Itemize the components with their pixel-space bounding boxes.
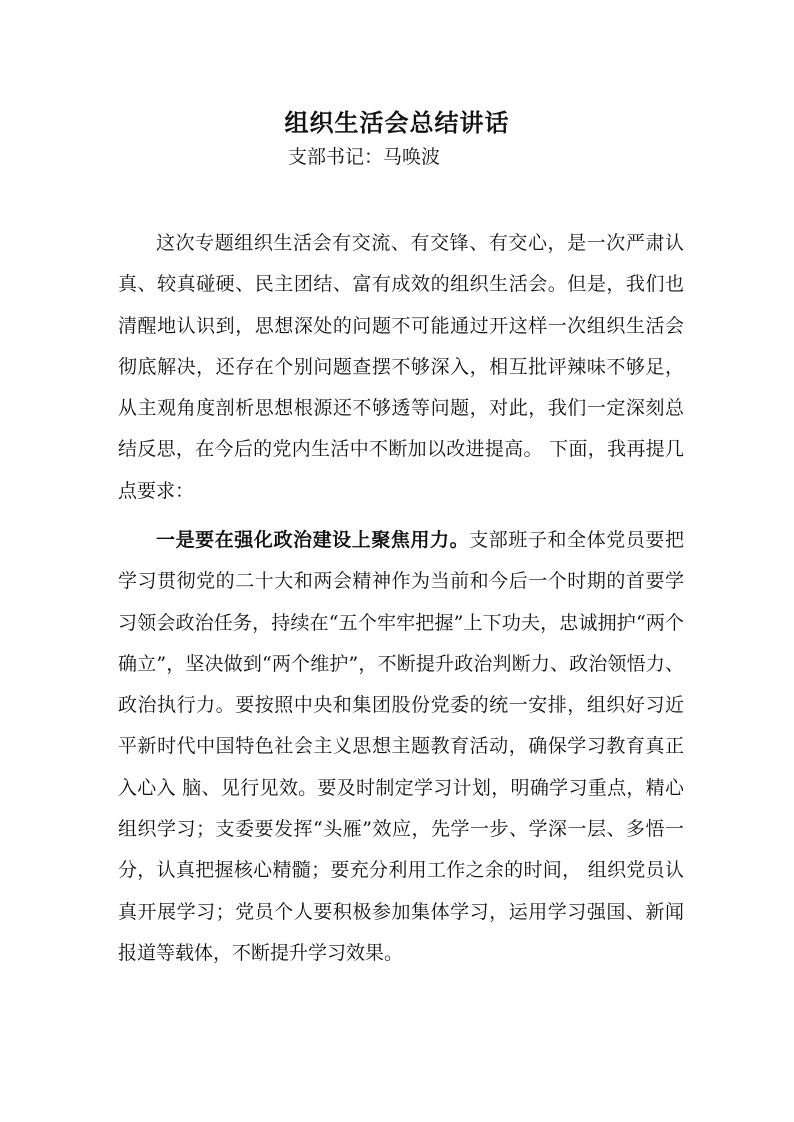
paragraph-2-text: 支部班子和全体党员要把学习贯彻党的二十大和两会精神作为当前和今后一个时期的首要学习领会政治任务，持续在“五个牢牢把握”上下功夫，忠诚拥护“两个确立”，坚决做到“两个维护”，不断提升政治判断力、政治领悟力、政治执行力。要按照中央和集团股份党委的统一安排，组织好习近平新时代中国特色社会主义思想主题教育活动，确保学习教育真正入心入 脑、见行见效。要及时制定学习计划，明确学习重点，精心组织学习；支委要发挥“头雁”效应，先学一步、学深一层、多悟一分，认真把握核心精髓；要充分利用工作之余的时间， 组织党员认真开展学习；党员个人要积极参加集体学习，运用学习强国、新闻报道等载体，不断提升学习效果。	[118, 529, 684, 964]
paragraph-1-text: 这次专题组织生活会有交流、有交锋、有交心，是一次严肃认真、较真碰硬、民主团结、富有成效的组织生活会。但是，我们也清醒地认识到，思想深处的问题不可能通过开这样一次组织生活会彻底解决，还存在个别问题查摆不够深入，相互批评辣味不够足，从主观角度剖析思想根源还不够透等问题，对此，我们一定深刻总结反思，在今后的党内生活中不断加以改进提高。 下面，我再提几点要求：	[118, 232, 684, 502]
paragraph-1	[118, 223, 684, 512]
document-title: 组织生活会总结讲话	[284, 109, 510, 137]
document-author: 支部书记：马唤波	[288, 146, 441, 168]
paragraph-2-lead: 一是要在强化政治建设上聚焦用力。	[156, 529, 470, 551]
paragraph-2	[118, 520, 684, 974]
